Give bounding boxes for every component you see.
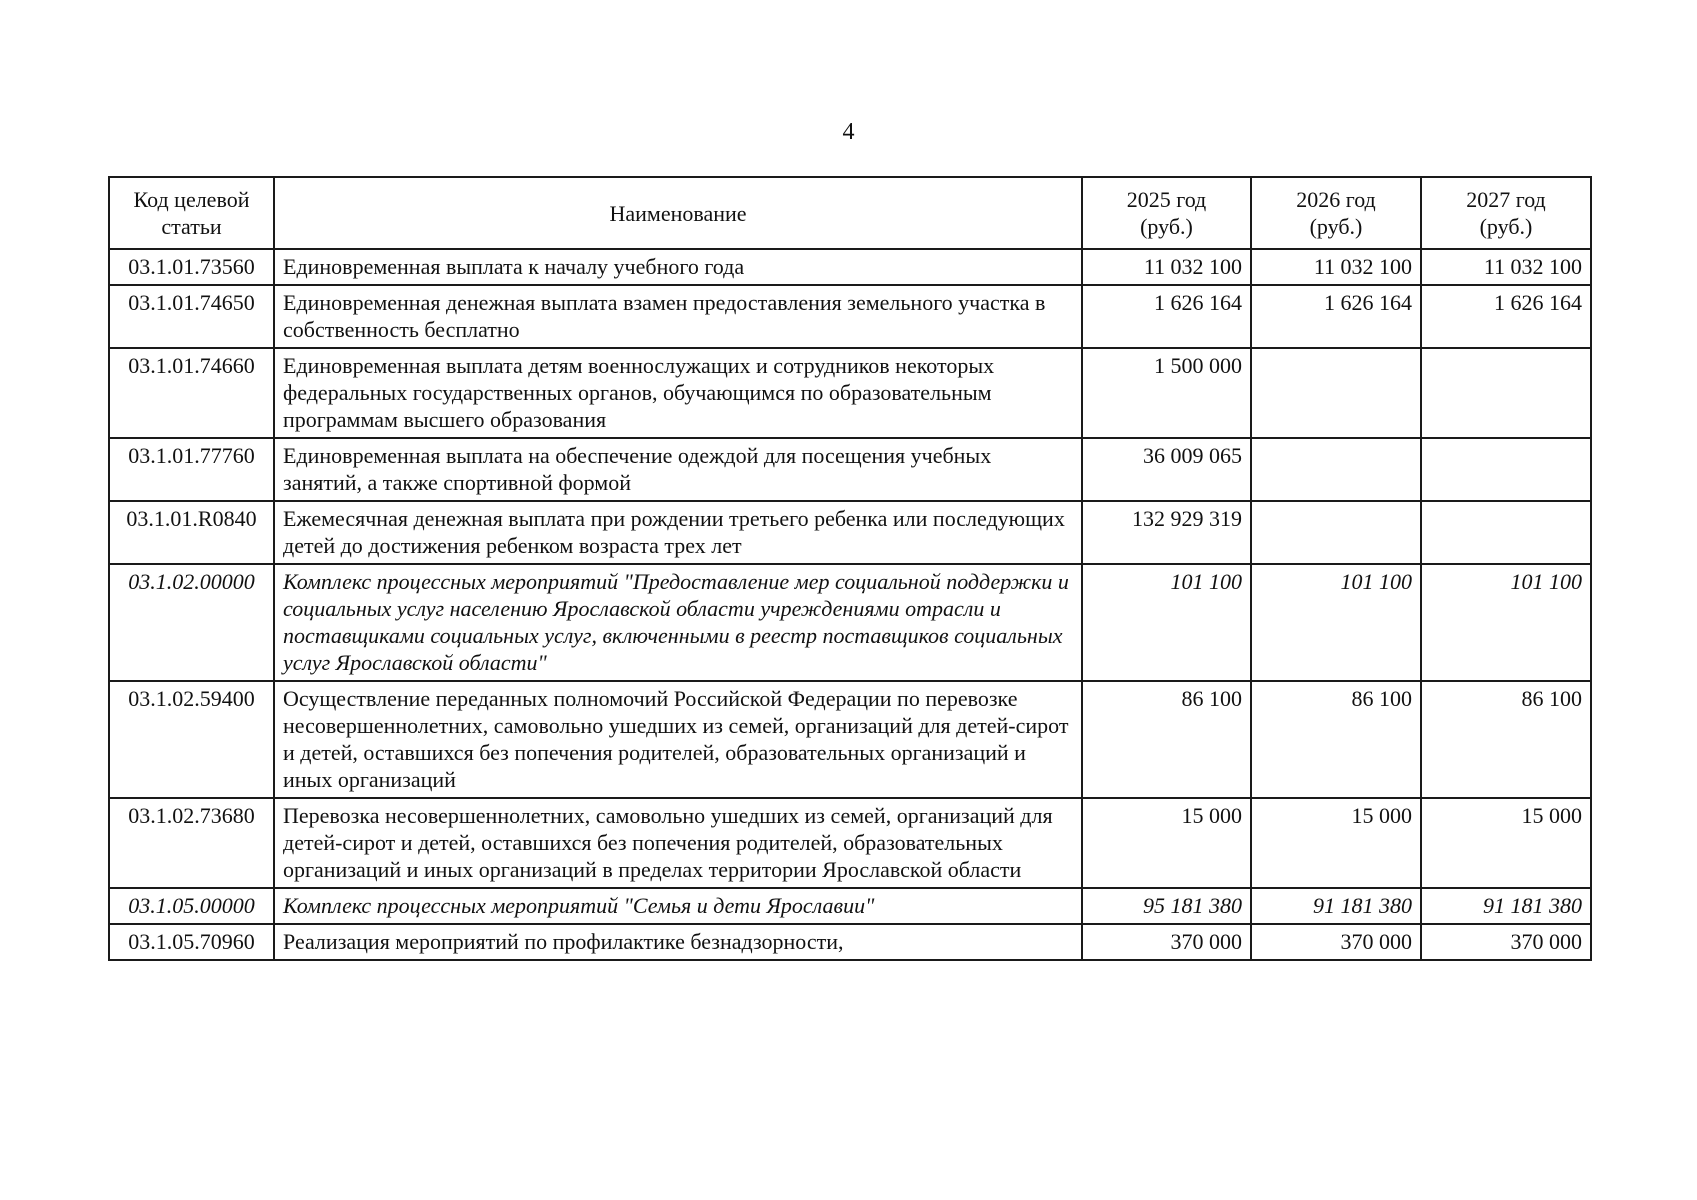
row-value-2026: 370 000 bbox=[1251, 924, 1421, 960]
page-number: 4 bbox=[842, 119, 855, 145]
table-row bbox=[109, 501, 1591, 564]
budget-table bbox=[108, 176, 1592, 961]
row-value-2025: 15 000 bbox=[1082, 798, 1251, 888]
header-2026-line2: (руб.) bbox=[1309, 214, 1363, 239]
row-value-2027: 15 000 bbox=[1421, 798, 1591, 888]
row-code: 03.1.02.00000 bbox=[109, 564, 274, 681]
row-value-2025: 36 009 065 bbox=[1082, 438, 1251, 501]
row-name: Комплекс процессных мероприятий "Предоставление мер социальной поддержки и социальных услуг населению Ярославской области учреждениями отрасли и поставщиками социальных услуг, включенными в реестр поставщиков социальных услуг Ярославской области" bbox=[274, 564, 1082, 681]
row-name: Единовременная выплата детям военнослужащих и сотрудников некоторых федеральных государственных органов, обучающимся по образовательным программам высшего образования bbox=[274, 348, 1082, 438]
row-code: 03.1.01.77760 bbox=[109, 438, 274, 501]
row-value-2026: 11 032 100 bbox=[1251, 249, 1421, 285]
header-2026-line1: 2026 год bbox=[1296, 187, 1376, 212]
row-name: Перевозка несовершеннолетних, самовольно ушедших из семей, организаций для детей-сирот и детей, оставшихся без попечения родителей, образовательных организаций и иных организаций в пределах территории Ярославской области bbox=[274, 798, 1082, 888]
row-value-2026: 91 181 380 bbox=[1251, 888, 1421, 924]
row-value-2027: 86 100 bbox=[1421, 681, 1591, 798]
row-value-2027: 1 626 164 bbox=[1421, 285, 1591, 348]
header-2025-line2: (руб.) bbox=[1140, 214, 1193, 239]
table-row-group-total bbox=[109, 564, 1591, 681]
row-value-2027 bbox=[1421, 501, 1591, 564]
row-value-2025: 1 626 164 bbox=[1082, 285, 1251, 348]
row-value-2026 bbox=[1251, 501, 1421, 564]
row-value-2025: 370 000 bbox=[1082, 924, 1251, 960]
header-2027-line1: 2027 год bbox=[1466, 187, 1546, 212]
table-row bbox=[109, 438, 1591, 501]
row-value-2025: 101 100 bbox=[1082, 564, 1251, 681]
row-value-2026: 86 100 bbox=[1251, 681, 1421, 798]
header-name: Наименование bbox=[274, 177, 1082, 249]
row-name: Ежемесячная денежная выплата при рождении третьего ребенка или последующих детей до достижения ребенком возраста трех лет bbox=[274, 501, 1082, 564]
row-value-2027: 91 181 380 bbox=[1421, 888, 1591, 924]
row-value-2026: 1 626 164 bbox=[1251, 285, 1421, 348]
header-2026 bbox=[1251, 177, 1421, 249]
row-value-2027 bbox=[1421, 348, 1591, 438]
header-code bbox=[109, 177, 274, 249]
header-2025-line1: 2025 год bbox=[1126, 187, 1207, 212]
row-name: Осуществление переданных полномочий Российской Федерации по перевозке несовершеннолетних, самовольно ушедших из семей, организаций для детей-сирот и детей, оставшихся без попечения родителей, образовательных организаций и иных организаций bbox=[274, 681, 1082, 798]
row-code: 03.1.01.74660 bbox=[109, 348, 274, 438]
table-row bbox=[109, 285, 1591, 348]
row-name: Единовременная выплата на обеспечение одеждой для посещения учебных занятий, а также спортивной формой bbox=[274, 438, 1082, 501]
row-value-2027: 11 032 100 bbox=[1421, 249, 1591, 285]
row-value-2027: 101 100 bbox=[1421, 564, 1591, 681]
row-value-2026 bbox=[1251, 348, 1421, 438]
header-2027 bbox=[1421, 177, 1591, 249]
row-name: Реализация мероприятий по профилактике безнадзорности, bbox=[274, 924, 1082, 960]
row-value-2027: 370 000 bbox=[1421, 924, 1591, 960]
header-2027-line2: (руб.) bbox=[1479, 214, 1533, 239]
header-code-line1: Код целевой bbox=[133, 187, 250, 212]
row-code: 03.1.05.00000 bbox=[109, 888, 274, 924]
row-value-2025: 86 100 bbox=[1082, 681, 1251, 798]
row-code: 03.1.05.70960 bbox=[109, 924, 274, 960]
row-value-2026: 101 100 bbox=[1251, 564, 1421, 681]
row-value-2025: 132 929 319 bbox=[1082, 501, 1251, 564]
table-row-group-total bbox=[109, 888, 1591, 924]
header-code-line2: статьи bbox=[161, 214, 222, 239]
table-row bbox=[109, 249, 1591, 285]
row-code: 03.1.01.74650 bbox=[109, 285, 274, 348]
table-header-row bbox=[109, 177, 1591, 249]
table-row bbox=[109, 924, 1591, 960]
row-value-2025: 1 500 000 bbox=[1082, 348, 1251, 438]
header-2025 bbox=[1082, 177, 1251, 249]
row-value-2026: 15 000 bbox=[1251, 798, 1421, 888]
row-code: 03.1.01.R0840 bbox=[109, 501, 274, 564]
table-row bbox=[109, 348, 1591, 438]
row-value-2025: 11 032 100 bbox=[1082, 249, 1251, 285]
row-name: Единовременная денежная выплата взамен предоставления земельного участка в собственность бесплатно bbox=[274, 285, 1082, 348]
table-row bbox=[109, 798, 1591, 888]
row-code: 03.1.01.73560 bbox=[109, 249, 274, 285]
row-value-2027 bbox=[1421, 438, 1591, 501]
row-name: Комплекс процессных мероприятий "Семья и дети Ярославии" bbox=[274, 888, 1082, 924]
table-row bbox=[109, 681, 1591, 798]
row-value-2025: 95 181 380 bbox=[1082, 888, 1251, 924]
row-value-2026 bbox=[1251, 438, 1421, 501]
row-code: 03.1.02.73680 bbox=[109, 798, 274, 888]
row-code: 03.1.02.59400 bbox=[109, 681, 274, 798]
row-name: Единовременная выплата к началу учебного года bbox=[274, 249, 1082, 285]
